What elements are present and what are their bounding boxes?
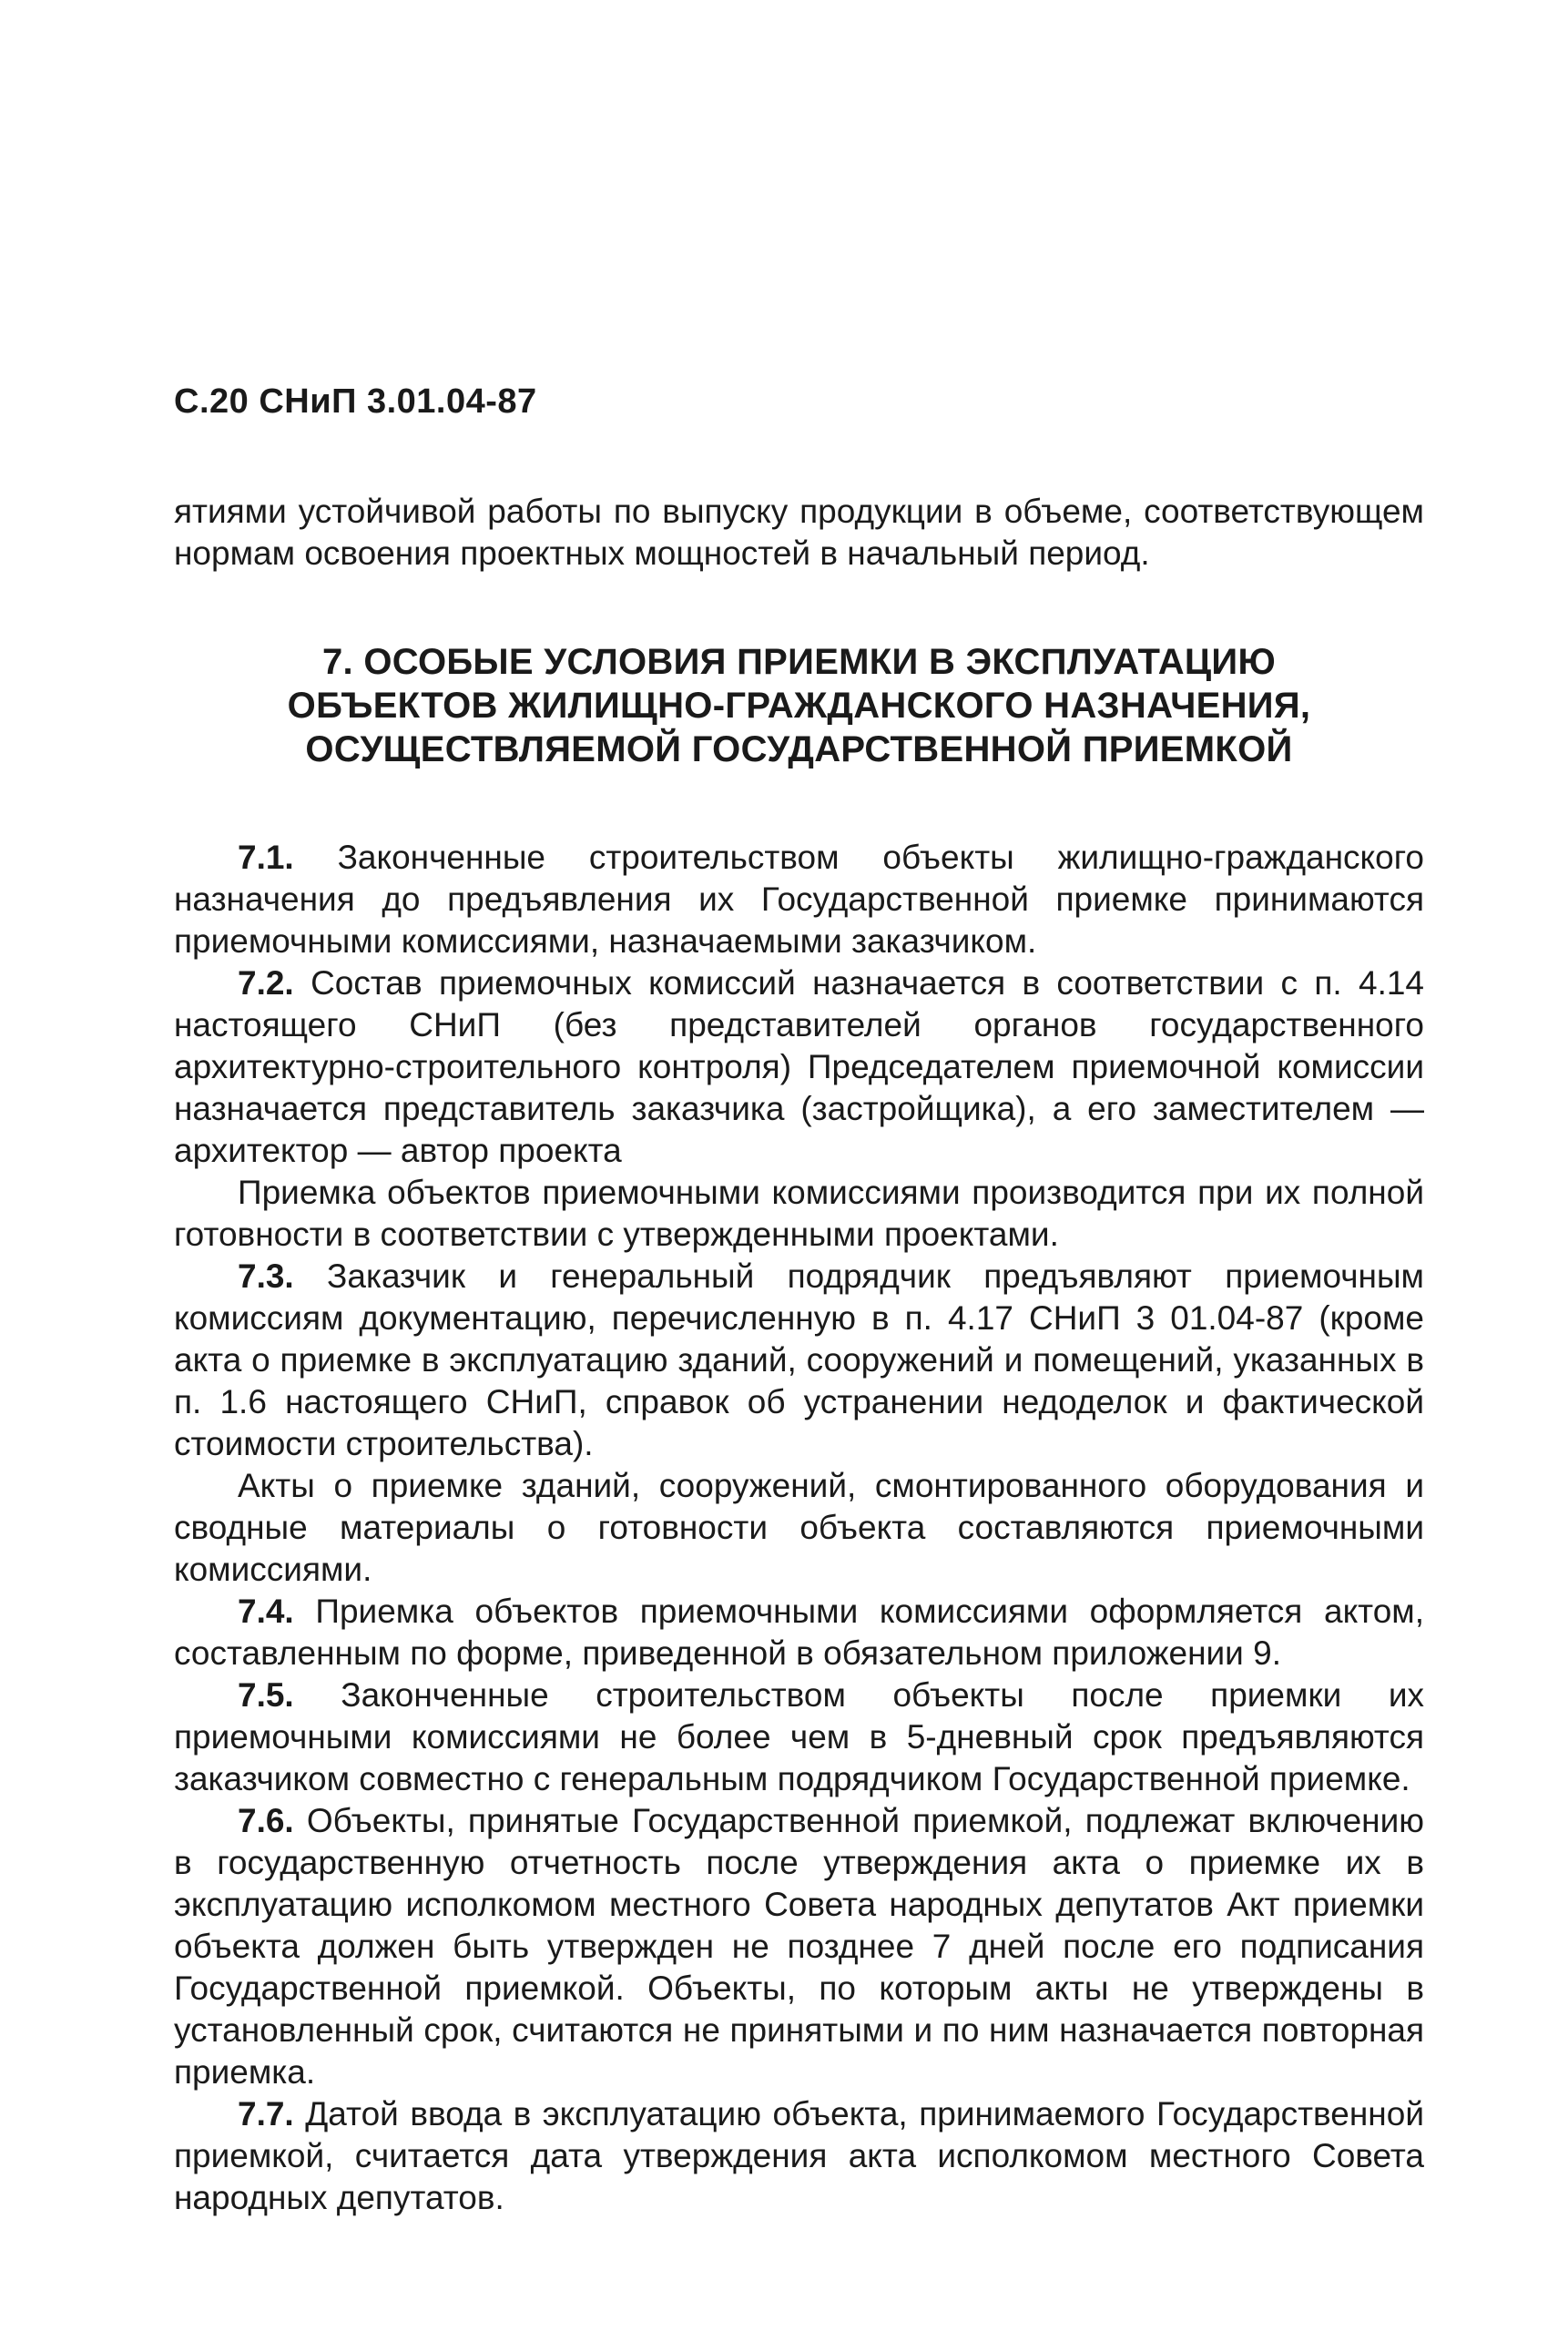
paragraph-7-6 [174,1800,1424,2093]
clause-text: Заказчик и генеральный подрядчик предъявляют приемочным комиссиям документацию, перечисленную в п. 4.17 СНиП 3 01.04-87 (кроме акта о приемке в эксплуатацию зданий, сооружений и помещений, указанных в п. 1.6 настоящего СНиП, справок об устранении недоделок и фактической стоимости строительства). [174,1257,1424,1462]
clause-number: 7.3. [238,1257,294,1295]
clause-number: 7.2. [238,964,294,1002]
clause-text: Приемка объектов приемочными комиссиями производится при их полной готовности в соответствии с утвержденными проектами. [174,1174,1424,1253]
section-title-line: ОБЪЕКТОВ ЖИЛИЩНО-ГРАЖДАНСКОГО НАЗНАЧЕНИЯ, [287,686,1311,726]
clause-text: Датой ввода в эксплуатацию объекта, принимаемого Государственной приемкой, считается дата утверждения акта исполкомом местного Совета народных депутатов. [174,2095,1424,2216]
clause-number: 7.4. [238,1593,294,1630]
clause-text: Законченные строительством объекты после приемки их приемочными комиссиями не более чем в 5-дневный срок предъявляются заказчиком совместно с генеральным подрядчиком Государственной приемке. [174,1676,1424,1797]
clause-text: Объекты, принятые Государственной приемкой, подлежат включению в государственную отчетность после утверждения акта о приемке их в эксплуатацию исполкомом местного Совета народных депутатов Акт приемки объекта должен быть утвержден не позднее 7 дней после его подписания Государственной приемкой. Объекты, по которым акты не утверждены в установленный срок, считаются не принятыми и по ним назначается повторная приемка. [174,1802,1425,2091]
paragraph-7-2-continued [174,1172,1424,1256]
clause-text: Акты о приемке зданий, сооружений, смонтированного оборудования и сводные материалы о готовности объекта составляются приемочными комиссиями. [174,1467,1424,1588]
document-body [174,491,1424,2219]
paragraph-7-4 [174,1591,1424,1674]
clause-text: Приемка объектов приемочными комиссиями оформляется актом, составленным по форме, приведенной в обязательном приложении 9. [174,1593,1424,1672]
clause-number: 7.5. [238,1676,294,1714]
paragraph-7-2 [174,962,1424,1172]
clause-number: 7.1. [238,839,294,876]
section-title [174,640,1424,771]
paragraph-7-7 [174,2093,1424,2219]
section-title-line: ОСУЩЕСТВЛЯЕМОЙ ГОСУДАРСТВЕННОЙ ПРИЕМКОЙ [305,729,1293,769]
paragraph-7-3 [174,1256,1424,1465]
intro-paragraph: ятиями устойчивой работы по выпуску продукции в объеме, соответствующем нормам освоения проектных мощностей в начальный период. [174,493,1424,572]
clause-text: Состав приемочных комиссий назначается в соответствии с п. 4.14 настоящего СНиП (без представителей органов государственного архитектурно-строительного контроля) Председателем приемочной комиссии назначается представитель заказчика (застройщика), а его заместителем — архитектор — автор проекта [174,964,1425,1169]
page-header: С.20 СНиП 3.01.04-87 [174,382,537,421]
paragraph-7-3-continued [174,1465,1424,1591]
clause-number: 7.6. [238,1802,294,1839]
section-title-line: 7. ОСОБЫЕ УСЛОВИЯ ПРИЕМКИ В ЭКСПЛУАТАЦИЮ [321,642,1277,682]
paragraph-7-1 [174,837,1424,962]
clause-number: 7.7. [238,2095,294,2133]
paragraph-7-5 [174,1674,1424,1800]
clause-text: Законченные строительством объекты жилищно-гражданского назначения до предъявления их Государственной приемке принимаются приемочными комиссиями, назначаемыми заказчиком. [174,839,1424,960]
